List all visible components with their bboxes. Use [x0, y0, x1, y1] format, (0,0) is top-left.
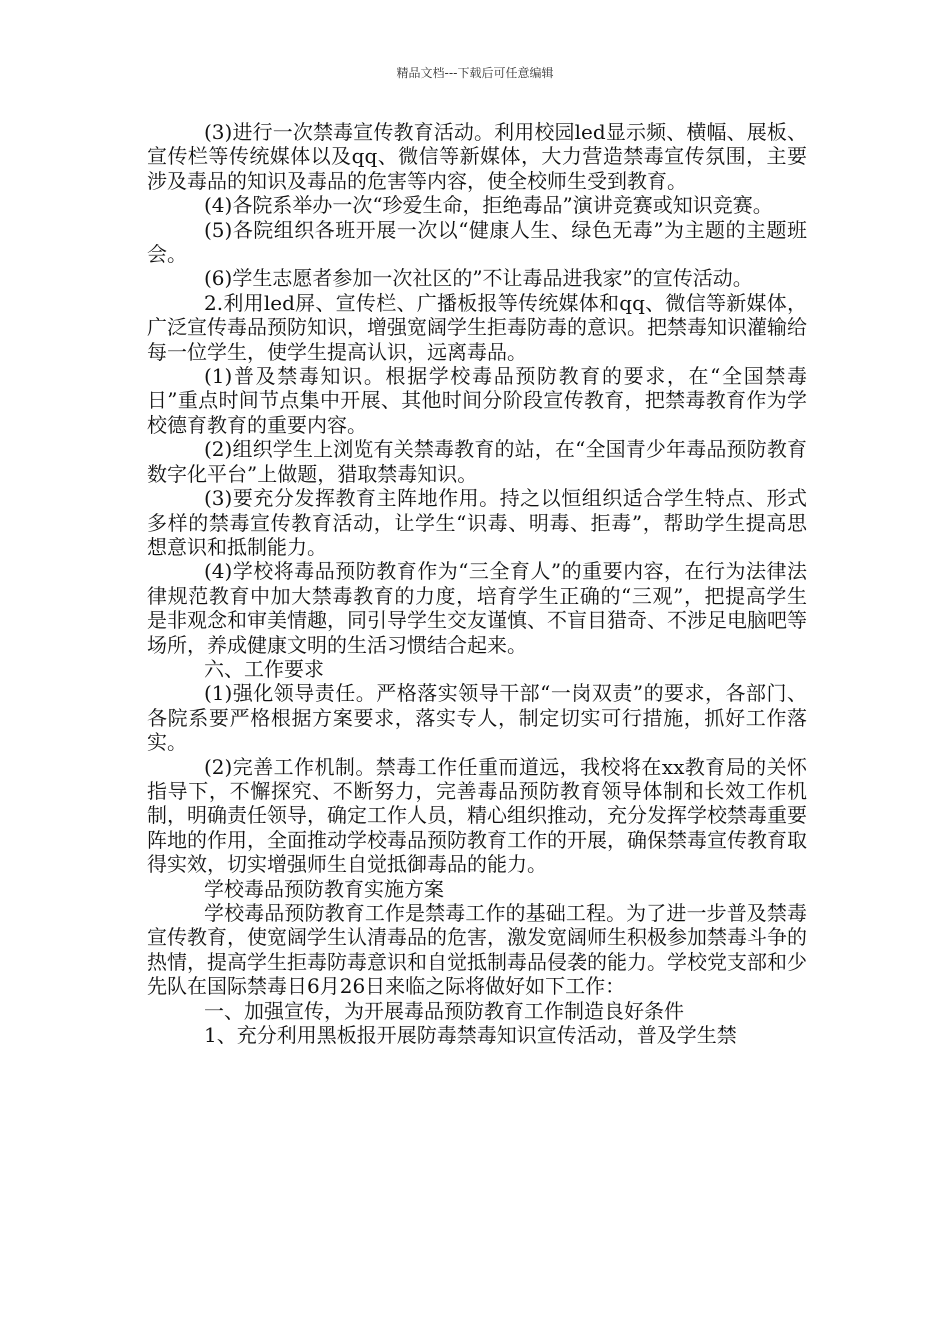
paragraph: (2)组织学生上浏览有关禁毒教育的站，在“全国青少年毒品预防教育数字化平台”上做题，猎取禁毒知识。 — [147, 437, 807, 486]
section-heading: 一、加强宣传，为开展毒品预防教育工作制造良好条件 — [204, 998, 684, 1023]
section-heading: 六、工作要求 — [204, 656, 324, 681]
paragraph: (2)完善工作机制。禁毒工作任重而道远，我校将在xx教育局的关怀指导下，不懈探究、不断努力，完善毒品预防教育领导体制和长效工作机制，明确责任领导，确定工作人员，精心组织推动，充分发挥学校禁毒重要阵地的作用，全面推动学校毒品预防教育工作的开展，确保禁毒宣传教育取得实效，切实增强师生自觉抵御毒品的能力。 — [147, 754, 807, 877]
paragraph: (4)学校将毒品预防教育作为“三全育人”的重要内容，在行为法律法律规范教育中加大禁毒教育的力度，培育学生正确的“三观”，把提高学生是非观念和审美情趣，同引导学生交友谨慎、不盲目猎奇、不涉足电脑吧等场所，养成健康文明的生活习惯结合起来。 — [147, 559, 807, 657]
paragraph: (4)各院系举办一次“珍爱生命，拒绝毒品”演讲竞赛或知识竞赛。 — [204, 193, 773, 218]
document-subtitle: 学校毒品预防教育实施方案 — [204, 876, 444, 901]
page-header: 精品文档---下载后可任意编辑 — [396, 66, 554, 80]
paragraph: (6)学生志愿者参加一次社区的”不让毒品进我家”的宣传活动。 — [204, 266, 753, 291]
paragraph: (1)普及禁毒知识。根据学校毒品预防教育的要求，在“全国禁毒日”重点时间节点集中开展、其他时间分阶段宣传教育，把禁毒教育作为学校德育教育的重要内容。 — [147, 364, 807, 437]
paragraph: (3)进行一次禁毒宣传教育活动。利用校园led显示频、横幅、展板、宣传栏等传统媒体以及qq、微信等新媒体，大力营造禁毒宣传氛围，主要涉及毒品的知识及毒品的危害等内容，使全校师生受到教育。 — [147, 120, 807, 193]
paragraph: (5)各院组织各班开展一次以“健康人生、绿色无毒”为主题的主题班会。 — [147, 217, 807, 267]
document-body — [147, 120, 807, 1047]
paragraph: 1、充分利用黑板报开展防毒禁毒知识宣传活动，普及学生禁 — [204, 1023, 737, 1048]
paragraph: (3)要充分发挥教育主阵地作用。持之以恒组织适合学生特点、形式多样的禁毒宣传教育活动，让学生“识毒、明毒、拒毒”，帮助学生提高思想意识和抵制能力。 — [147, 486, 807, 559]
paragraph: (1)强化领导责任。严格落实领导干部“一岗双责”的要求，各部门、各院系要严格根据方案要求，落实专人，制定切实可行措施，抓好工作落实。 — [147, 681, 807, 755]
paragraph: 2.利用led屏、宣传栏、广播板报等传统媒体和qq、微信等新媒体，广泛宣传毒品预防知识，增强宽阔学生拒毒防毒的意识。把禁毒知识灌输给每一位学生，使学生提高认识，远离毒品。 — [147, 290, 807, 364]
paragraph: 学校毒品预防教育工作是禁毒工作的基础工程。为了进一步普及禁毒宣传教育，使宽阔学生认清毒品的危害，激发宽阔师生积极参加禁毒斗争的热情，提高学生拒毒防毒意识和自觉抵制毒品侵袭的能力。学校党支部和少先队在国际禁毒日6月26日来临之际将做好如下工作： — [147, 901, 807, 999]
